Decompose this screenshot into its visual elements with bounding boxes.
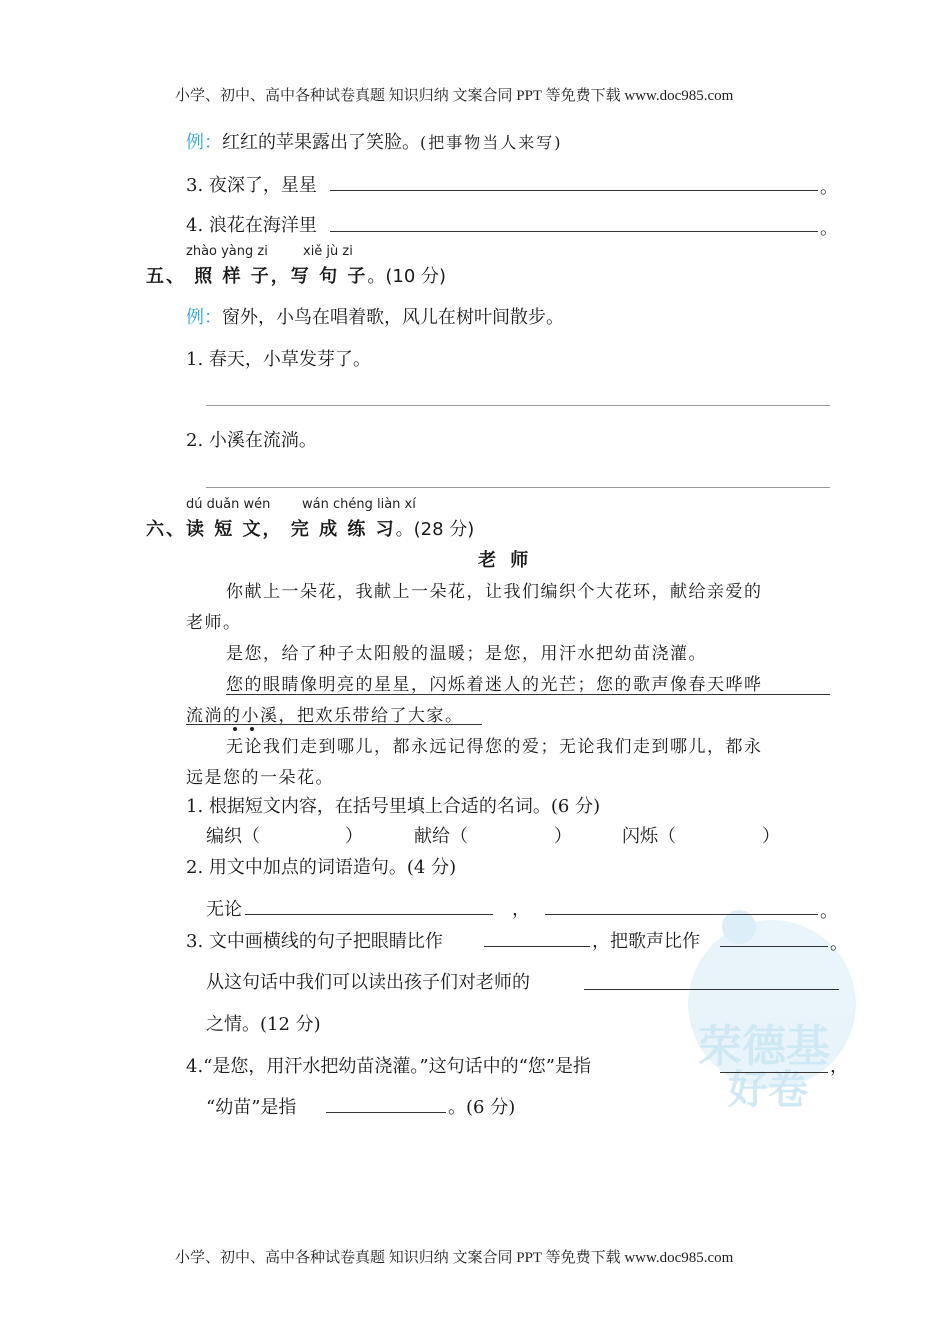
section-5-score: 。(10 分) bbox=[367, 266, 447, 287]
q2-comma: ， bbox=[512, 899, 530, 920]
example-row bbox=[186, 128, 563, 154]
passage-p2: 是您，给了种子太阳般的温暖；是您，用汗水把幼苗浇灌。 bbox=[226, 644, 707, 664]
page-footer: 小学、初中、高中各种试卷真题 知识归纳 文案合同 PPT 等免费下载 www.doc985.com bbox=[175, 1250, 734, 1266]
section-6-title-text: 六、读 短 文， 完 成 练 习 bbox=[146, 519, 396, 540]
passage-p3-line2: 流淌的小溪，把欢乐带给了大家。 bbox=[186, 706, 464, 726]
q1-blank-b-close: ） bbox=[554, 826, 572, 847]
section-5-example-text: 窗外，小鸟在唱着歌，风儿在树叶间散步。 bbox=[222, 307, 564, 328]
q2-prefix: 无论 bbox=[206, 899, 242, 920]
example-label: 例： bbox=[186, 132, 222, 153]
watermark-face-icon bbox=[722, 910, 756, 944]
passage-p1-line1: 你献上一朵花，我献上一朵花，让我们编织个大花环，献给亲爱的 bbox=[226, 582, 763, 602]
q1-blank-b-label: 献给（ bbox=[414, 826, 468, 847]
section-5-example bbox=[186, 303, 564, 329]
answer-line-s5-q1[interactable] bbox=[206, 405, 830, 406]
section-6-title bbox=[146, 515, 474, 541]
section-5-example-label: 例： bbox=[186, 307, 222, 328]
section-6-q3-c: 从这句话中我们可以读出孩子们对老师的 bbox=[206, 972, 530, 993]
passage-p1-line2: 老师。 bbox=[186, 613, 242, 633]
section-6-q2: 2. 用文中加点的词语造句。(4 分) bbox=[186, 857, 457, 878]
section-6-q4-a: 4.“是您，用汗水把幼苗浇灌。”这句话中的“您”是指 bbox=[186, 1056, 591, 1077]
q1-blank-a-close: ） bbox=[345, 826, 363, 847]
q1-blank-c-close: ） bbox=[762, 826, 780, 847]
section-6-q1: 1. 根据短文内容，在括号里填上合适的名词。(6 分) bbox=[186, 796, 601, 817]
question-4-label: 4. 浪花在海洋里 bbox=[186, 215, 317, 236]
answer-line-q3[interactable] bbox=[330, 190, 818, 191]
answer-line-s6-q2-a[interactable] bbox=[245, 914, 493, 915]
section-6-pinyin-1: dú duǎn wén bbox=[186, 497, 271, 512]
section-5-q1: 1. 春天，小草发芽了。 bbox=[186, 349, 371, 370]
question-4-end: 。 bbox=[820, 218, 838, 239]
answer-line-s6-q3-c[interactable] bbox=[584, 989, 839, 990]
watermark-text-2: 好卷 bbox=[728, 1067, 808, 1113]
q1-blank-a-label: 编织（ bbox=[206, 826, 260, 847]
question-3-label: 3. 夜深了，星星 bbox=[186, 175, 317, 196]
passage-underline-1 bbox=[226, 694, 830, 695]
answer-line-s6-q2-b[interactable] bbox=[545, 914, 818, 915]
passage-p3-line1: 您的眼睛像明亮的星星，闪烁着迷人的光芒；您的歌声像春天哗哗 bbox=[226, 675, 763, 695]
section-5-title-text: 五、 照 样 子，写 句 子 bbox=[146, 266, 368, 287]
passage-p4-line1: 无论我们走到哪儿，都永远记得您的爱；无论我们走到哪儿，都永 bbox=[226, 737, 763, 757]
question-3-end: 。 bbox=[820, 177, 838, 198]
page-header: 小学、初中、高中各种试卷真题 知识归纳 文案合同 PPT 等免费下载 www.doc985.com bbox=[175, 88, 734, 104]
section-6-q3-d: 之情。(12 分) bbox=[206, 1014, 321, 1035]
section-6-q3-a: 3. 文中画横线的句子把眼睛比作 bbox=[186, 931, 443, 952]
passage-underline-2 bbox=[186, 724, 482, 725]
q1-blank-c-label: 闪烁（ bbox=[622, 826, 676, 847]
emphasis-dot-2 bbox=[250, 727, 254, 731]
answer-line-s6-q4-b[interactable] bbox=[326, 1112, 446, 1113]
answer-line-s5-q2[interactable] bbox=[206, 487, 830, 488]
section-5-title bbox=[146, 262, 446, 288]
section-5-q2: 2. 小溪在流淌。 bbox=[186, 430, 317, 451]
example-hint: (把事物当人来写) bbox=[420, 133, 563, 152]
q4-comma: ， bbox=[830, 1056, 848, 1077]
section-5-pinyin-1: zhào yàng zi bbox=[186, 244, 268, 259]
section-6-score: 。(28 分) bbox=[395, 519, 475, 540]
q4-score: 。(6 分) bbox=[448, 1097, 516, 1118]
answer-line-s6-q3-b[interactable] bbox=[720, 946, 828, 947]
answer-line-s6-q3-a[interactable] bbox=[484, 946, 590, 947]
section-6-q4-b: “幼苗”是指 bbox=[206, 1097, 297, 1118]
answer-line-s6-q4-a[interactable] bbox=[720, 1072, 828, 1073]
answer-line-q4[interactable] bbox=[330, 231, 818, 232]
section-6-pinyin-2: wán chéng liàn xí bbox=[302, 497, 416, 512]
watermark-text-1: 荣德基 bbox=[698, 1021, 830, 1072]
section-6-q3-b: ，把歌声比作 bbox=[592, 931, 700, 952]
q2-end: 。 bbox=[820, 901, 838, 922]
section-5-pinyin-2: xiě jù zi bbox=[303, 244, 353, 259]
passage-p4-line2: 远是您的一朵花。 bbox=[186, 768, 334, 788]
example-text: 红红的苹果露出了笑脸。 bbox=[222, 132, 420, 153]
emphasis-dot-1 bbox=[233, 727, 237, 731]
q3-end: 。 bbox=[830, 933, 848, 954]
passage-title: 老 师 bbox=[478, 550, 533, 571]
